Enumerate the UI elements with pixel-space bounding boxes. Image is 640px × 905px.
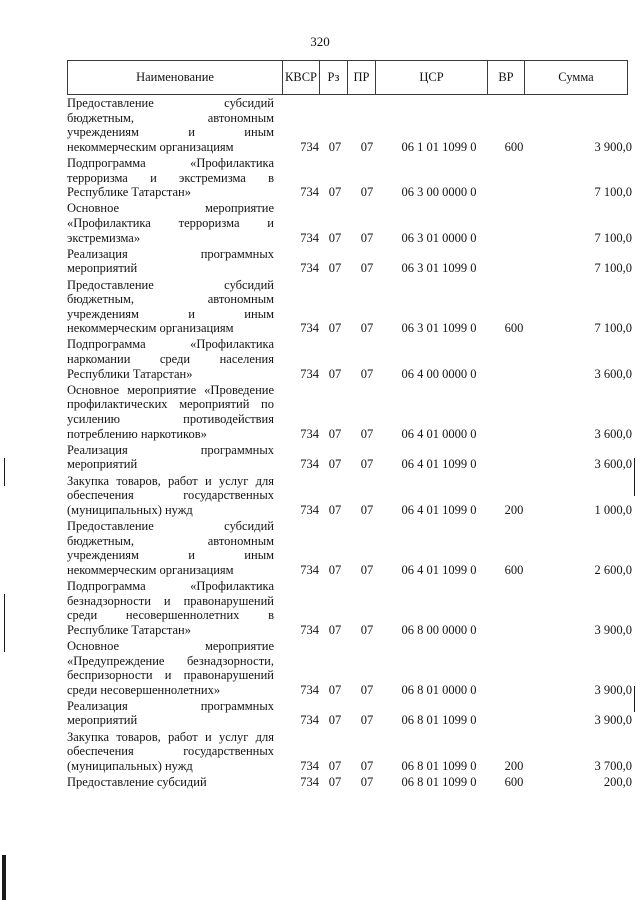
row-pr: 07	[360, 562, 374, 577]
row-sum: 200,0	[603, 775, 632, 790]
table-row	[67, 201, 632, 246]
row-csr: 06 4 00 0000 0	[401, 366, 477, 381]
row-kvsr: 734	[300, 502, 319, 517]
row-csr: 06 4 01 0000 0	[401, 426, 477, 441]
row-pr: 07	[360, 713, 374, 728]
row-sum: 3 900,0	[594, 622, 632, 637]
row-csr: 06 8 01 1099 0	[401, 758, 477, 773]
row-csr: 06 3 01 1099 0	[401, 321, 477, 336]
row-rz: 07	[328, 321, 342, 336]
row-sum: 1 000,0	[594, 502, 632, 517]
row-rz: 07	[328, 230, 342, 245]
row-kvsr: 734	[300, 682, 319, 697]
row-pr: 07	[360, 261, 374, 276]
row-kvsr: 734	[300, 775, 319, 790]
table-header	[67, 60, 628, 95]
row-rz: 07	[328, 622, 342, 637]
row-name: Закупка товаров, работ и услуг для обеспечения государственных (муниципальных) нужд	[67, 473, 274, 517]
row-kvsr: 734	[300, 426, 319, 441]
row-name: Реализация программных мероприятий	[67, 442, 274, 472]
row-vr: 600	[504, 562, 524, 577]
column-header-kvsr: КВСР	[283, 61, 320, 94]
row-name: Подпрограмма «Профилактика терроризма и экстремизма в Республике Татарстан»	[67, 155, 274, 200]
row-rz: 07	[328, 185, 342, 200]
row-csr: 06 8 00 0000 0	[401, 622, 477, 637]
row-name: Подпрограмма «Профилактика наркомании среди населения Республики Татарстан»	[67, 337, 274, 381]
row-pr: 07	[360, 426, 374, 441]
row-csr: 06 8 01 1099 0	[401, 775, 477, 790]
table-row	[67, 156, 632, 201]
row-pr: 07	[360, 321, 374, 336]
row-name: Основное мероприятие «Профилактика терроризма и экстремизма»	[67, 201, 274, 245]
row-pr: 07	[360, 622, 374, 637]
row-rz: 07	[328, 426, 342, 441]
row-csr: 06 1 01 1099 0	[401, 139, 477, 154]
row-rz: 07	[328, 139, 342, 154]
row-csr: 06 3 00 0000 0	[401, 185, 477, 200]
row-name: Подпрограмма «Профилактика безнадзорности и правонарушений среди несовершеннолетних в Республике Татарстан»	[67, 578, 274, 637]
row-csr: 06 4 01 1099 0	[401, 457, 477, 472]
row-sum: 3 600,0	[594, 426, 632, 441]
row-rz: 07	[328, 758, 342, 773]
column-header-pr: ПР	[348, 61, 376, 94]
row-vr: 200	[504, 758, 524, 773]
row-rz: 07	[328, 775, 342, 790]
row-rz: 07	[328, 457, 342, 472]
row-pr: 07	[360, 230, 374, 245]
row-pr: 07	[360, 775, 374, 790]
table-row	[67, 474, 632, 519]
row-kvsr: 734	[300, 230, 319, 245]
row-rz: 07	[328, 682, 342, 697]
row-sum: 3 600,0	[594, 366, 632, 381]
row-name: Предоставление субсидий бюджетным, автономным учреждениям и иным некоммерческим организациям	[67, 518, 274, 577]
row-sum: 3 600,0	[594, 457, 632, 472]
row-pr: 07	[360, 502, 374, 517]
scan-mark	[634, 458, 635, 496]
row-name: Основное мероприятие «Предупреждение безнадзорности, беспризорности и правонарушений среди несовершеннолетних»	[67, 638, 274, 697]
row-csr: 06 4 01 1099 0	[401, 502, 477, 517]
row-csr: 06 3 01 1099 0	[401, 261, 477, 276]
table-row	[67, 519, 632, 579]
row-kvsr: 734	[300, 139, 319, 154]
row-kvsr: 734	[300, 758, 319, 773]
table-row	[67, 247, 632, 278]
table-row	[67, 699, 632, 730]
row-pr: 07	[360, 366, 374, 381]
row-name: Реализация программных мероприятий	[67, 698, 274, 728]
row-pr: 07	[360, 457, 374, 472]
page-number: 320	[310, 34, 330, 49]
row-sum: 3 700,0	[594, 758, 632, 773]
row-vr: 600	[504, 139, 524, 154]
row-kvsr: 734	[300, 562, 319, 577]
row-sum: 3 900,0	[594, 139, 632, 154]
row-sum: 7 100,0	[594, 230, 632, 245]
row-vr: 200	[504, 502, 524, 517]
table-row	[67, 639, 632, 699]
row-kvsr: 734	[300, 366, 319, 381]
table-row	[67, 730, 632, 775]
column-header-name: Наименование	[68, 61, 283, 94]
row-sum: 3 900,0	[594, 682, 632, 697]
row-rz: 07	[328, 366, 342, 381]
row-name: Реализация программных мероприятий	[67, 246, 274, 276]
table-body	[67, 96, 632, 791]
row-pr: 07	[360, 758, 374, 773]
scan-mark	[634, 686, 635, 712]
row-kvsr: 734	[300, 261, 319, 276]
row-kvsr: 734	[300, 185, 319, 200]
row-vr: 600	[504, 321, 524, 336]
table-row	[67, 579, 632, 639]
row-csr: 06 8 01 0000 0	[401, 682, 477, 697]
row-sum: 3 900,0	[594, 713, 632, 728]
row-sum: 2 600,0	[594, 562, 632, 577]
row-csr: 06 3 01 0000 0	[401, 230, 477, 245]
row-pr: 07	[360, 682, 374, 697]
row-csr: 06 4 01 1099 0	[401, 562, 477, 577]
row-kvsr: 734	[300, 622, 319, 637]
row-rz: 07	[328, 562, 342, 577]
table-row	[67, 278, 632, 338]
column-header-csr: ЦСР	[376, 61, 488, 94]
row-pr: 07	[360, 139, 374, 154]
column-header-sum: Сумма	[558, 70, 594, 84]
row-rz: 07	[328, 502, 342, 517]
scan-mark	[2, 855, 6, 900]
scan-mark	[4, 594, 5, 652]
table-row	[67, 337, 632, 382]
table-row	[67, 775, 632, 791]
row-csr: 06 8 01 1099 0	[401, 713, 477, 728]
row-name: Предоставление субсидий бюджетным, автономным учреждениям и иным некоммерческим организациям	[67, 277, 274, 336]
row-kvsr: 734	[300, 457, 319, 472]
row-name: Основное мероприятие «Проведение профилактических мероприятий по усилению противодействия потреблению наркотиков»	[67, 382, 274, 441]
table-row	[67, 443, 632, 474]
row-rz: 07	[328, 261, 342, 276]
row-vr: 600	[504, 775, 524, 790]
column-header-vr: ВР	[488, 61, 525, 94]
row-name: Предоставление субсидий	[67, 775, 207, 790]
table-row	[67, 383, 632, 443]
table-row	[67, 96, 632, 156]
row-pr: 07	[360, 185, 374, 200]
row-rz: 07	[328, 713, 342, 728]
row-sum: 7 100,0	[594, 261, 632, 276]
row-sum: 7 100,0	[594, 185, 632, 200]
row-name: Закупка товаров, работ и услуг для обеспечения государственных (муниципальных) нужд	[67, 729, 274, 773]
row-kvsr: 734	[300, 321, 319, 336]
scan-mark	[4, 458, 5, 486]
row-name: Предоставление субсидий бюджетным, автономным учреждениям и иным некоммерческим организациям	[67, 96, 274, 154]
row-kvsr: 734	[300, 713, 319, 728]
column-header-rz: Рз	[320, 61, 348, 94]
row-sum: 7 100,0	[594, 321, 632, 336]
